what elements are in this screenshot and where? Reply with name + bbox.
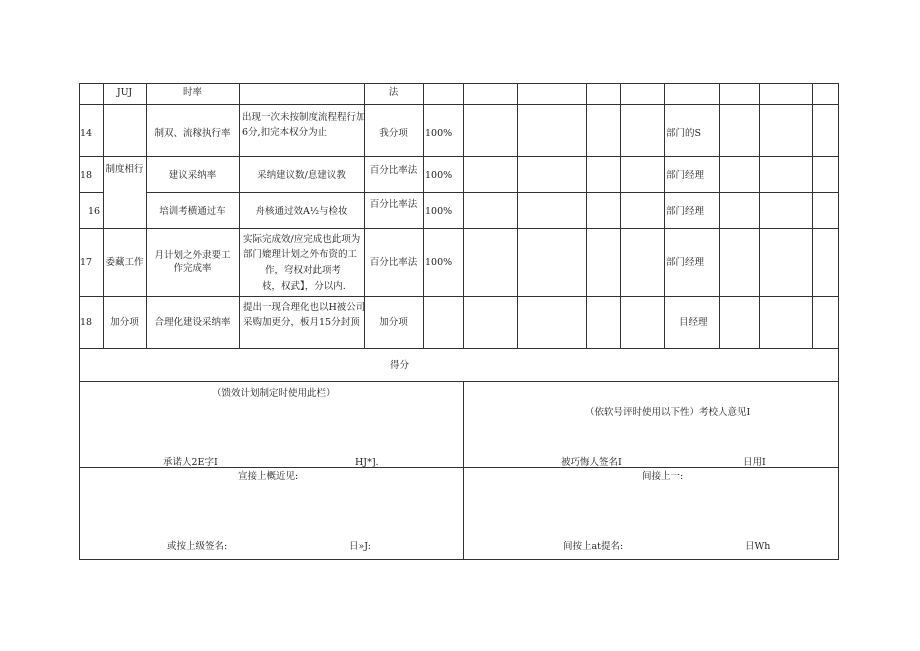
criteria-line: 实际完成效/应完成也此项为 [243, 234, 361, 245]
promisor-signature: 承诺人2E字I [163, 457, 218, 468]
method: 我分项 [379, 128, 408, 139]
dept: 部门的S [666, 128, 702, 139]
rule-col5 [423, 83, 424, 348]
rule-row5 [79, 348, 839, 349]
rule-col11 [719, 83, 720, 348]
rule-bottom [79, 559, 839, 560]
header-col3: 时率 [182, 87, 202, 98]
rule-col6 [463, 83, 464, 348]
weight: 100% [425, 170, 453, 181]
category-label: 制度相行 [105, 164, 144, 175]
rule-col12 [759, 83, 760, 348]
indicator-name: 合理化建设采纳率 [154, 317, 231, 328]
rule-row2 [146, 192, 839, 193]
rule-col9 [620, 83, 621, 348]
dept: 部门经理 [666, 170, 705, 181]
rule-col8 [586, 83, 587, 348]
plan-note: （馈效计划制定时使用此栏） [212, 388, 336, 399]
criteria-line: 提出一现合理化也以H被公司 [243, 302, 366, 313]
dept: 部门经理 [666, 206, 705, 217]
rule-row2-num [79, 192, 103, 193]
indicator-name: 月计划之外隶要工作完成率 [154, 250, 231, 274]
rule-top [79, 83, 839, 84]
rule-score [79, 381, 839, 382]
criteria-line: 采纳建议数/息建议教 [257, 170, 346, 181]
weight: 100% [425, 206, 453, 217]
criteria-line: 作，穹权对此项考 [265, 265, 342, 276]
criteria-line: 部门媲理计划之外布资的工 [243, 249, 358, 260]
weight: 100% [425, 257, 453, 268]
row-number: 18 [80, 317, 93, 328]
criteria-line: 6分,扣完本权分为止 [242, 127, 328, 138]
criteria-line: 舟核通过效A½与检妆 [255, 206, 348, 217]
indicator-name: 制双、流稼执行率 [154, 128, 231, 139]
rule-row3 [79, 228, 839, 229]
criteria-line: 枝，权武】，分以内. [262, 281, 346, 292]
method: 加分项 [379, 317, 408, 328]
row-number: 18 [80, 170, 93, 181]
row-number: 16 [88, 206, 101, 217]
direct-supervisor-signature: 或按上级签名: [167, 541, 228, 552]
header-col5: 法 [388, 87, 399, 98]
rule-header [79, 104, 839, 105]
rule-row1 [79, 156, 839, 157]
method: 百分比率法 [369, 165, 418, 176]
rule-col13 [812, 83, 813, 348]
indirect-supervisor-date: 日Wh [745, 541, 771, 552]
dept: 目经理 [679, 317, 708, 328]
rule-col7 [517, 83, 518, 348]
method: 百分比率法 [369, 199, 418, 210]
criteria-line: 出现一次未按制度流程程行加 [242, 112, 366, 123]
direct-supervisor-date: 日»J: [349, 541, 371, 552]
rule-right [838, 83, 839, 560]
evaluatee-date: 日用I [743, 457, 766, 468]
direct-supervisor-opinion: 宣接上概近见: [238, 471, 299, 482]
category-label: 加分项 [110, 317, 139, 328]
indicator-name: 建议采纳率 [168, 170, 217, 181]
rule-col1 [103, 83, 104, 348]
score-label: 得分 [390, 360, 410, 371]
criteria-line: 采购加更分，板月15分封顶 [243, 317, 360, 328]
rule-sign-divider [463, 381, 464, 560]
row-number: 17 [80, 257, 93, 268]
indicator-name: 培训考横通过车 [159, 206, 226, 217]
dept: 部门经理 [666, 257, 705, 268]
evaluatee-signature: 被巧悔人签名I [561, 457, 622, 468]
category-label: 委藏工作 [105, 257, 144, 268]
evaluation-note: （依软号评时使用以下性）考校人意见I [585, 407, 751, 418]
weight: 100% [425, 128, 453, 139]
indirect-supervisor-signature: 间按上at提名: [563, 541, 624, 552]
header-col2: JUJ [116, 87, 133, 98]
method: 百分比率法 [369, 257, 418, 268]
rule-col10 [664, 83, 665, 348]
indirect-supervisor-opinion: 间接上一: [642, 471, 684, 482]
row-number: 14 [80, 128, 93, 139]
rule-row4 [79, 296, 839, 297]
promisor-date: HJ*]. [355, 457, 379, 468]
